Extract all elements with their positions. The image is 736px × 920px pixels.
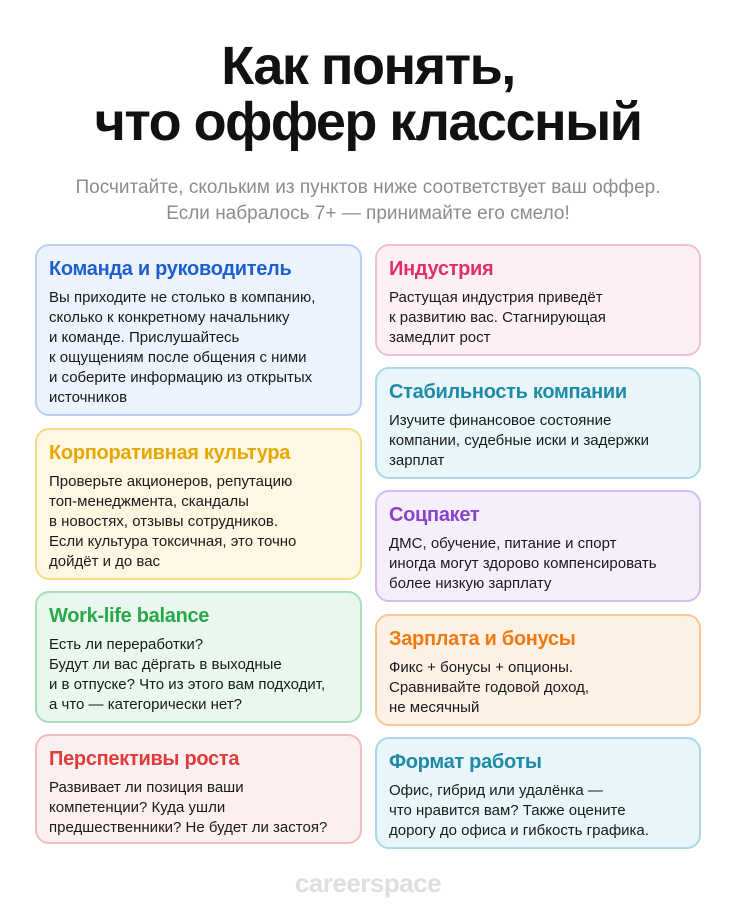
card-text-line: более низкую зарплату (389, 575, 552, 592)
card-text-line: Сравнивайте годовой доход, (389, 679, 590, 696)
card-text-line: в новостях, отзывы сотрудников. (49, 513, 279, 530)
card-text-line: Офис, гибрид или удалёнка — (389, 782, 603, 799)
title-line-1: Как понять, (221, 36, 515, 96)
card-text-line: компетенции? Куда ушли (49, 799, 226, 816)
card-social-package (375, 490, 701, 602)
card-text-line: источников (49, 389, 128, 406)
card-text-line: иногда могут здорово компенсировать (389, 555, 657, 572)
card-text-line: топ-менеджмента, скандалы (49, 493, 249, 510)
card-title: Индустрия (389, 258, 494, 280)
card-title: Перспективы роста (49, 748, 240, 770)
card-text (49, 635, 348, 715)
card-corporate-culture (35, 428, 362, 580)
card-text-line: компании, судебные иски и задержки (389, 432, 649, 449)
card-industry (375, 244, 701, 356)
card-title: Формат работы (389, 751, 542, 773)
card-title: Корпоративная культура (49, 442, 291, 464)
card-text-line: Фикс + бонусы + опционы. (389, 659, 574, 676)
card-title: Стабильность компании (389, 381, 627, 403)
card-text-line: а что — категорически нет? (49, 696, 242, 713)
card-title: Соцпакет (389, 504, 480, 526)
card-text-line: дойдёт и до вас (49, 553, 161, 570)
card-text (389, 288, 687, 348)
careerspace-logo: careerspace (294, 868, 442, 898)
card-text-line: Будут ли вас дёргать в выходные (49, 656, 282, 673)
card-work-format (375, 737, 701, 849)
card-text (49, 778, 348, 838)
card-text-line: Изучите финансовое состояние (389, 412, 612, 429)
subtitle-line-1: Посчитайте, скольким из пунктов ниже соответствует ваш оффер. (75, 177, 661, 198)
card-text-line: и соберите информацию из открытых (49, 369, 313, 386)
card-text (49, 288, 348, 408)
subtitle-line-2: Если набралось 7+ — принимайте его смело! (166, 203, 570, 224)
card-text-line: к развитию вас. Стагнирующая (389, 309, 606, 326)
page-subtitle (0, 175, 736, 227)
card-text (389, 411, 687, 471)
card-text-line: к ощущениям после общения с ними (49, 349, 307, 366)
card-title: Work-life balance (49, 605, 210, 627)
card-company-stability (375, 367, 701, 479)
card-text-line: что нравится вам? Также оцените (389, 802, 626, 819)
card-growth-prospects (35, 734, 362, 844)
card-text (389, 658, 687, 718)
card-title: Зарплата и бонусы (389, 628, 576, 650)
card-text-line: замедлит рост (389, 329, 491, 346)
card-title: Команда и руководитель (49, 258, 292, 280)
card-text-line: Проверьте акционеров, репутацию (49, 473, 293, 490)
card-text-line: не месячный (389, 699, 480, 716)
card-text-line: зарплат (389, 452, 445, 469)
card-text (49, 472, 348, 572)
card-text-line: сколько к конкретному начальнику (49, 309, 290, 326)
card-text-line: Растущая индустрия приведёт (389, 289, 603, 306)
card-text-line: ДМС, обучение, питание и спорт (389, 535, 617, 552)
card-work-life-balance (35, 591, 362, 723)
card-text-line: Если культура токсичная, это точно (49, 533, 297, 550)
card-text-line: Развивает ли позиция ваши (49, 779, 244, 796)
card-text-line: и в отпуске? Что из этого вам подходит, (49, 676, 326, 693)
card-text-line: предшественники? Не будет ли застоя? (49, 819, 328, 836)
card-text (389, 534, 687, 594)
card-text-line: дорогу до офиса и гибкость графика. (389, 822, 649, 839)
page-title (0, 38, 736, 150)
card-text-line: Есть ли переработки? (49, 636, 204, 653)
card-team-and-manager (35, 244, 362, 416)
card-text-line: Вы приходите не столько в компанию, (49, 289, 316, 306)
card-text-line: и команде. Прислушайтесь (49, 329, 240, 346)
card-text (389, 781, 687, 841)
title-line-2: что оффер классный (94, 92, 642, 152)
card-salary-and-bonuses (375, 614, 701, 726)
